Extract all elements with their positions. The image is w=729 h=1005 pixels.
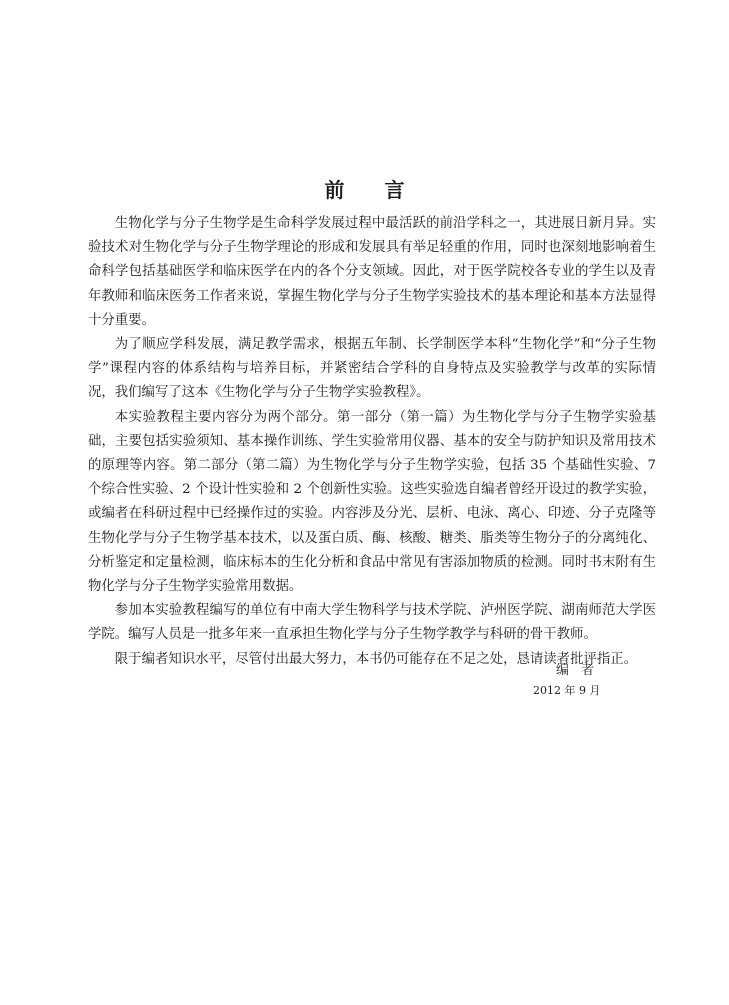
paragraph-4: 参加本实验教程编写的单位有中南大学生物科学与技术学院、泸州医学院、湖南师范大学医学院。编写人员是一批多年来一直承担生物化学与分子生物学教学与科研的骨干教师。 [88, 603, 656, 643]
title-char-2: 言 [384, 178, 405, 202]
paragraph-2: 为了顺应学科发展，满足教学需求，根据五年制、长学制医学本科“生物化学”和“分子生物学”课程内容的体系结构与培养目标，并紧密结合学科的自身特点及实验教学与改革的实际情况，我们编写了这本《生物化学与分子生物学实验教程》。 [88, 337, 656, 401]
paragraph-5: 限于编者知识水平，尽管付出最大努力，本书仍可能存在不足之处，恳请读者批评指正。 [114, 651, 638, 667]
preface-date: 2012 年 9 月 [533, 684, 601, 697]
author-signature: 编者 [556, 663, 607, 678]
page-title [0, 174, 729, 203]
preface-body [88, 212, 656, 672]
paragraph-1: 生物化学与分子生物学是生命科学发展过程中最活跃的前沿学科之一，其进展日新月异。实验技术对生物化学与分子生物学理论的形成和发展具有举足轻重的作用，同时也深刻地影响着生命科学包括基础医学和临床医学在内的各个分支领域。因此，对于医学院校各专业的学生以及青年教师和临床医务工作者来说，掌握生物化学与分子生物学实验技术的基本理论和基本方法显得十分重要。 [88, 216, 656, 328]
paragraph-3: 本实验教程主要内容分为两个部分。第一部分（第一篇）为生物化学与分子生物学实验基础，主要包括实验须知、基本操作训练、学生实验常用仪器、基本的安全与防护知识及常用技术的原理等内容。第二部分（第二篇）为生物化学与分子生物学实验，包括 35 个基础性实验、7 个综合性实验、2 个设计性实验和 2 个创新性实验。这些实验选自编者曾经开设过的教学实验，或编者在科研过程中已经操作过的实验。内容涉及分光、层析、电泳、离心、印迹、分子克隆等生物化学与分子生物学基本技术，以及蛋白质、酶、核酸、糖类、脂类等生物分子的分离纯化、分析鉴定和定量检测，临床标本的生化分析和食品中常见有害添加物质的检测。同时书末附有生物化学与分子生物学实验常用数据。 [88, 409, 656, 595]
title-char-1: 前 [324, 178, 345, 202]
